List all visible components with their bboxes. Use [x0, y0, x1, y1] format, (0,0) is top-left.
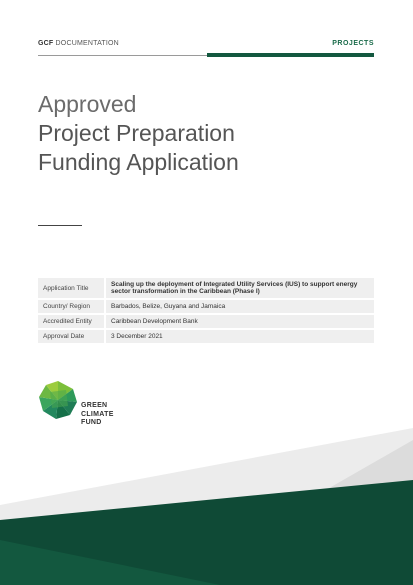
logo-wordmark	[81, 402, 114, 428]
title-divider	[38, 225, 82, 226]
logo-line-2: CLIMATE	[81, 410, 114, 418]
table-row	[38, 300, 374, 313]
row-value: Scaling up the deployment of Integrated Utility Services (IUS) to support energy sector transformation in the Caribbean (Phase I)	[106, 278, 374, 298]
header-rule-green	[207, 53, 374, 57]
table-row	[38, 330, 374, 343]
section-label: PROJECTS	[332, 40, 374, 47]
title-line-1: Approved	[38, 91, 137, 117]
row-value: Caribbean Development Bank	[106, 315, 374, 328]
row-label: Accredited Entity	[38, 315, 106, 328]
doc-type-label	[38, 40, 119, 47]
row-label: Country/ Region	[38, 300, 106, 313]
table-row	[38, 315, 374, 328]
header-rule-grey	[38, 55, 207, 56]
title-line-2: Project Preparation	[38, 120, 235, 146]
document-title	[38, 90, 239, 177]
row-value: Barbados, Belize, Guyana and Jamaica	[106, 300, 374, 313]
table-row	[38, 278, 374, 298]
title-line-3: Funding Application	[38, 149, 239, 175]
logo-line-1: GREEN	[81, 402, 108, 409]
row-label: Application Title	[38, 278, 106, 298]
gcf-logo	[38, 380, 118, 430]
document-header	[38, 40, 374, 56]
row-label: Approval Date	[38, 330, 106, 343]
doc-prefix: GCF	[38, 40, 54, 47]
globe-icon	[38, 380, 78, 420]
application-info-table	[38, 276, 374, 345]
logo-line-3: FUND	[81, 419, 102, 426]
doc-label: DOCUMENTATION	[55, 40, 119, 47]
row-value: 3 December 2021	[106, 330, 374, 343]
